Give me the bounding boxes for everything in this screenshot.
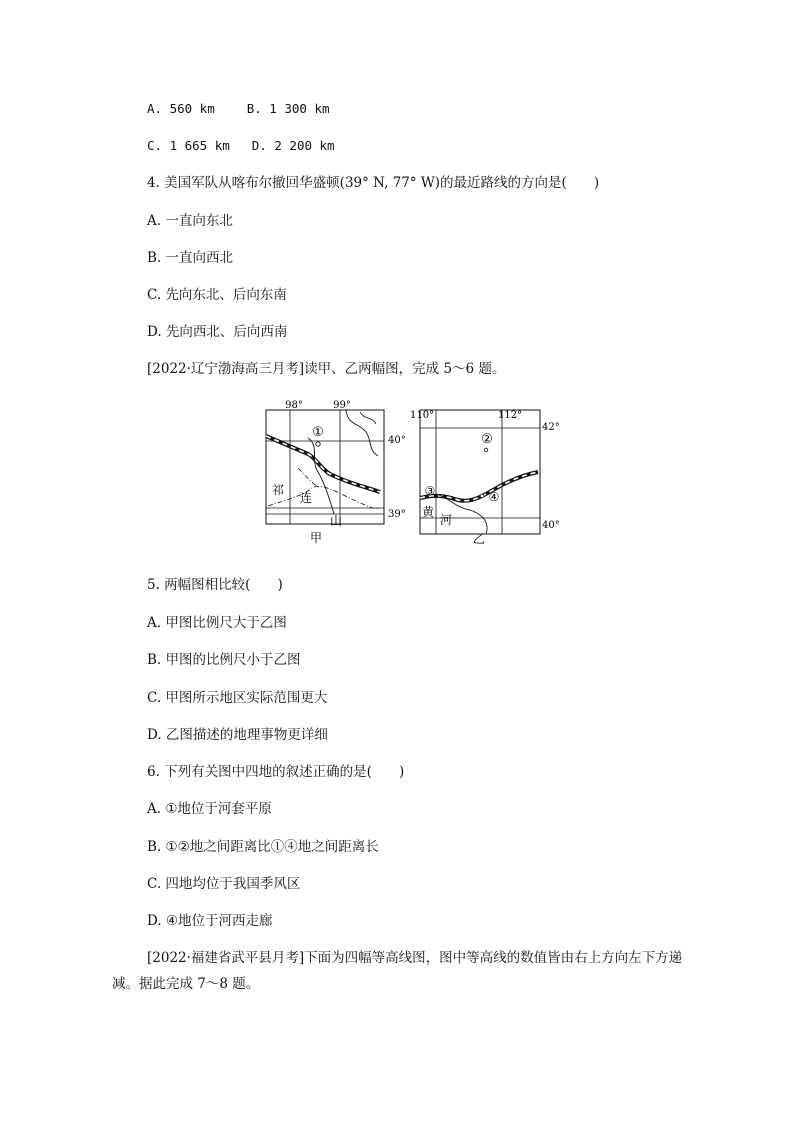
q6-option-a: A. ①地位于河套平原 xyxy=(147,801,272,817)
map-yi-label-he: 河 xyxy=(440,513,453,527)
q6-option-b: B. ①②地之间距离比①④地之间距离长 xyxy=(147,839,379,855)
map-yi-lon-112: 112° xyxy=(498,410,523,421)
q6-stem: 6. 下列有关图中四地的叙述正确的是( ) xyxy=(147,764,405,780)
q3-option-d: D. 2 200 km xyxy=(251,138,335,153)
map-yi-lat-42: 42° xyxy=(542,422,560,433)
figure-maps xyxy=(250,398,570,548)
map-yi-lat-40: 40° xyxy=(542,520,560,531)
map-jia-label-qi: 祁 xyxy=(272,483,285,497)
map-yi-point-2: ② xyxy=(481,432,493,447)
q6-option-c: C. 四地均位于我国季风区 xyxy=(147,876,301,892)
map-yi xyxy=(410,410,560,546)
q4-stem: 4. 美国军队从喀布尔撤回华盛顿(39° N, 77° W)的最近路线的方向是( ) xyxy=(147,175,600,191)
q5-stem: 5. 两幅图相比较( ) xyxy=(147,577,283,593)
intro-5-6: [2022·辽宁渤海高三月考]读甲、乙两幅图，完成 5～6 题。 xyxy=(147,361,506,377)
map-yi-point-4: ④ xyxy=(488,490,500,504)
map-jia xyxy=(266,400,406,545)
map-jia-lat-39: 39° xyxy=(388,509,406,520)
intro-7-8 xyxy=(112,945,686,997)
q4-option-d: D. 先向西北、后向西南 xyxy=(147,324,288,340)
map-jia-label-lian: 连 xyxy=(300,491,313,505)
map-jia-lon-98: 98° xyxy=(285,400,303,411)
map-jia-point-1: ① xyxy=(312,425,324,440)
q3-option-b: B. 1 300 km xyxy=(246,101,330,116)
map-jia-lat-40: 40° xyxy=(388,435,406,446)
q4-option-c: C. 先向东北、后向东南 xyxy=(147,287,287,303)
q3-option-a: A. 560 km xyxy=(147,101,215,116)
map-yi-label-huang: 黄 xyxy=(422,505,435,519)
q3-option-c: C. 1 665 km xyxy=(147,138,230,153)
intro-7-8-text: [2022·福建省武平县月考]下面为四幅等高线图，图中等高线的数值皆由右上方向左下方递减。据此完成 7～8 题。 xyxy=(112,950,683,992)
map-jia-lon-99: 99° xyxy=(333,400,351,411)
q6-option-d: D. ④地位于河西走廊 xyxy=(147,913,273,929)
map-yi-lon-110: 110° xyxy=(410,410,435,421)
q5-option-d: D. 乙图描述的地理事物更详细 xyxy=(147,727,328,743)
map-jia-label-shan: 山 xyxy=(330,514,343,528)
q4-option-a: A. 一直向东北 xyxy=(147,213,233,229)
q4-option-b: B. 一直向西北 xyxy=(147,250,234,266)
q5-option-c: C. 甲图所示地区实际范围更大 xyxy=(147,690,328,706)
map-yi-caption: 乙 xyxy=(472,532,486,546)
q3-options-row-1 xyxy=(147,100,330,118)
map-yi-point-3: ③ xyxy=(424,484,436,498)
q5-option-b: B. 甲图的比例尺小于乙图 xyxy=(147,652,301,668)
q3-options-row-2 xyxy=(147,137,335,155)
q5-option-a: A. 甲图比例尺大于乙图 xyxy=(147,615,287,631)
map-jia-caption: 甲 xyxy=(309,531,323,545)
